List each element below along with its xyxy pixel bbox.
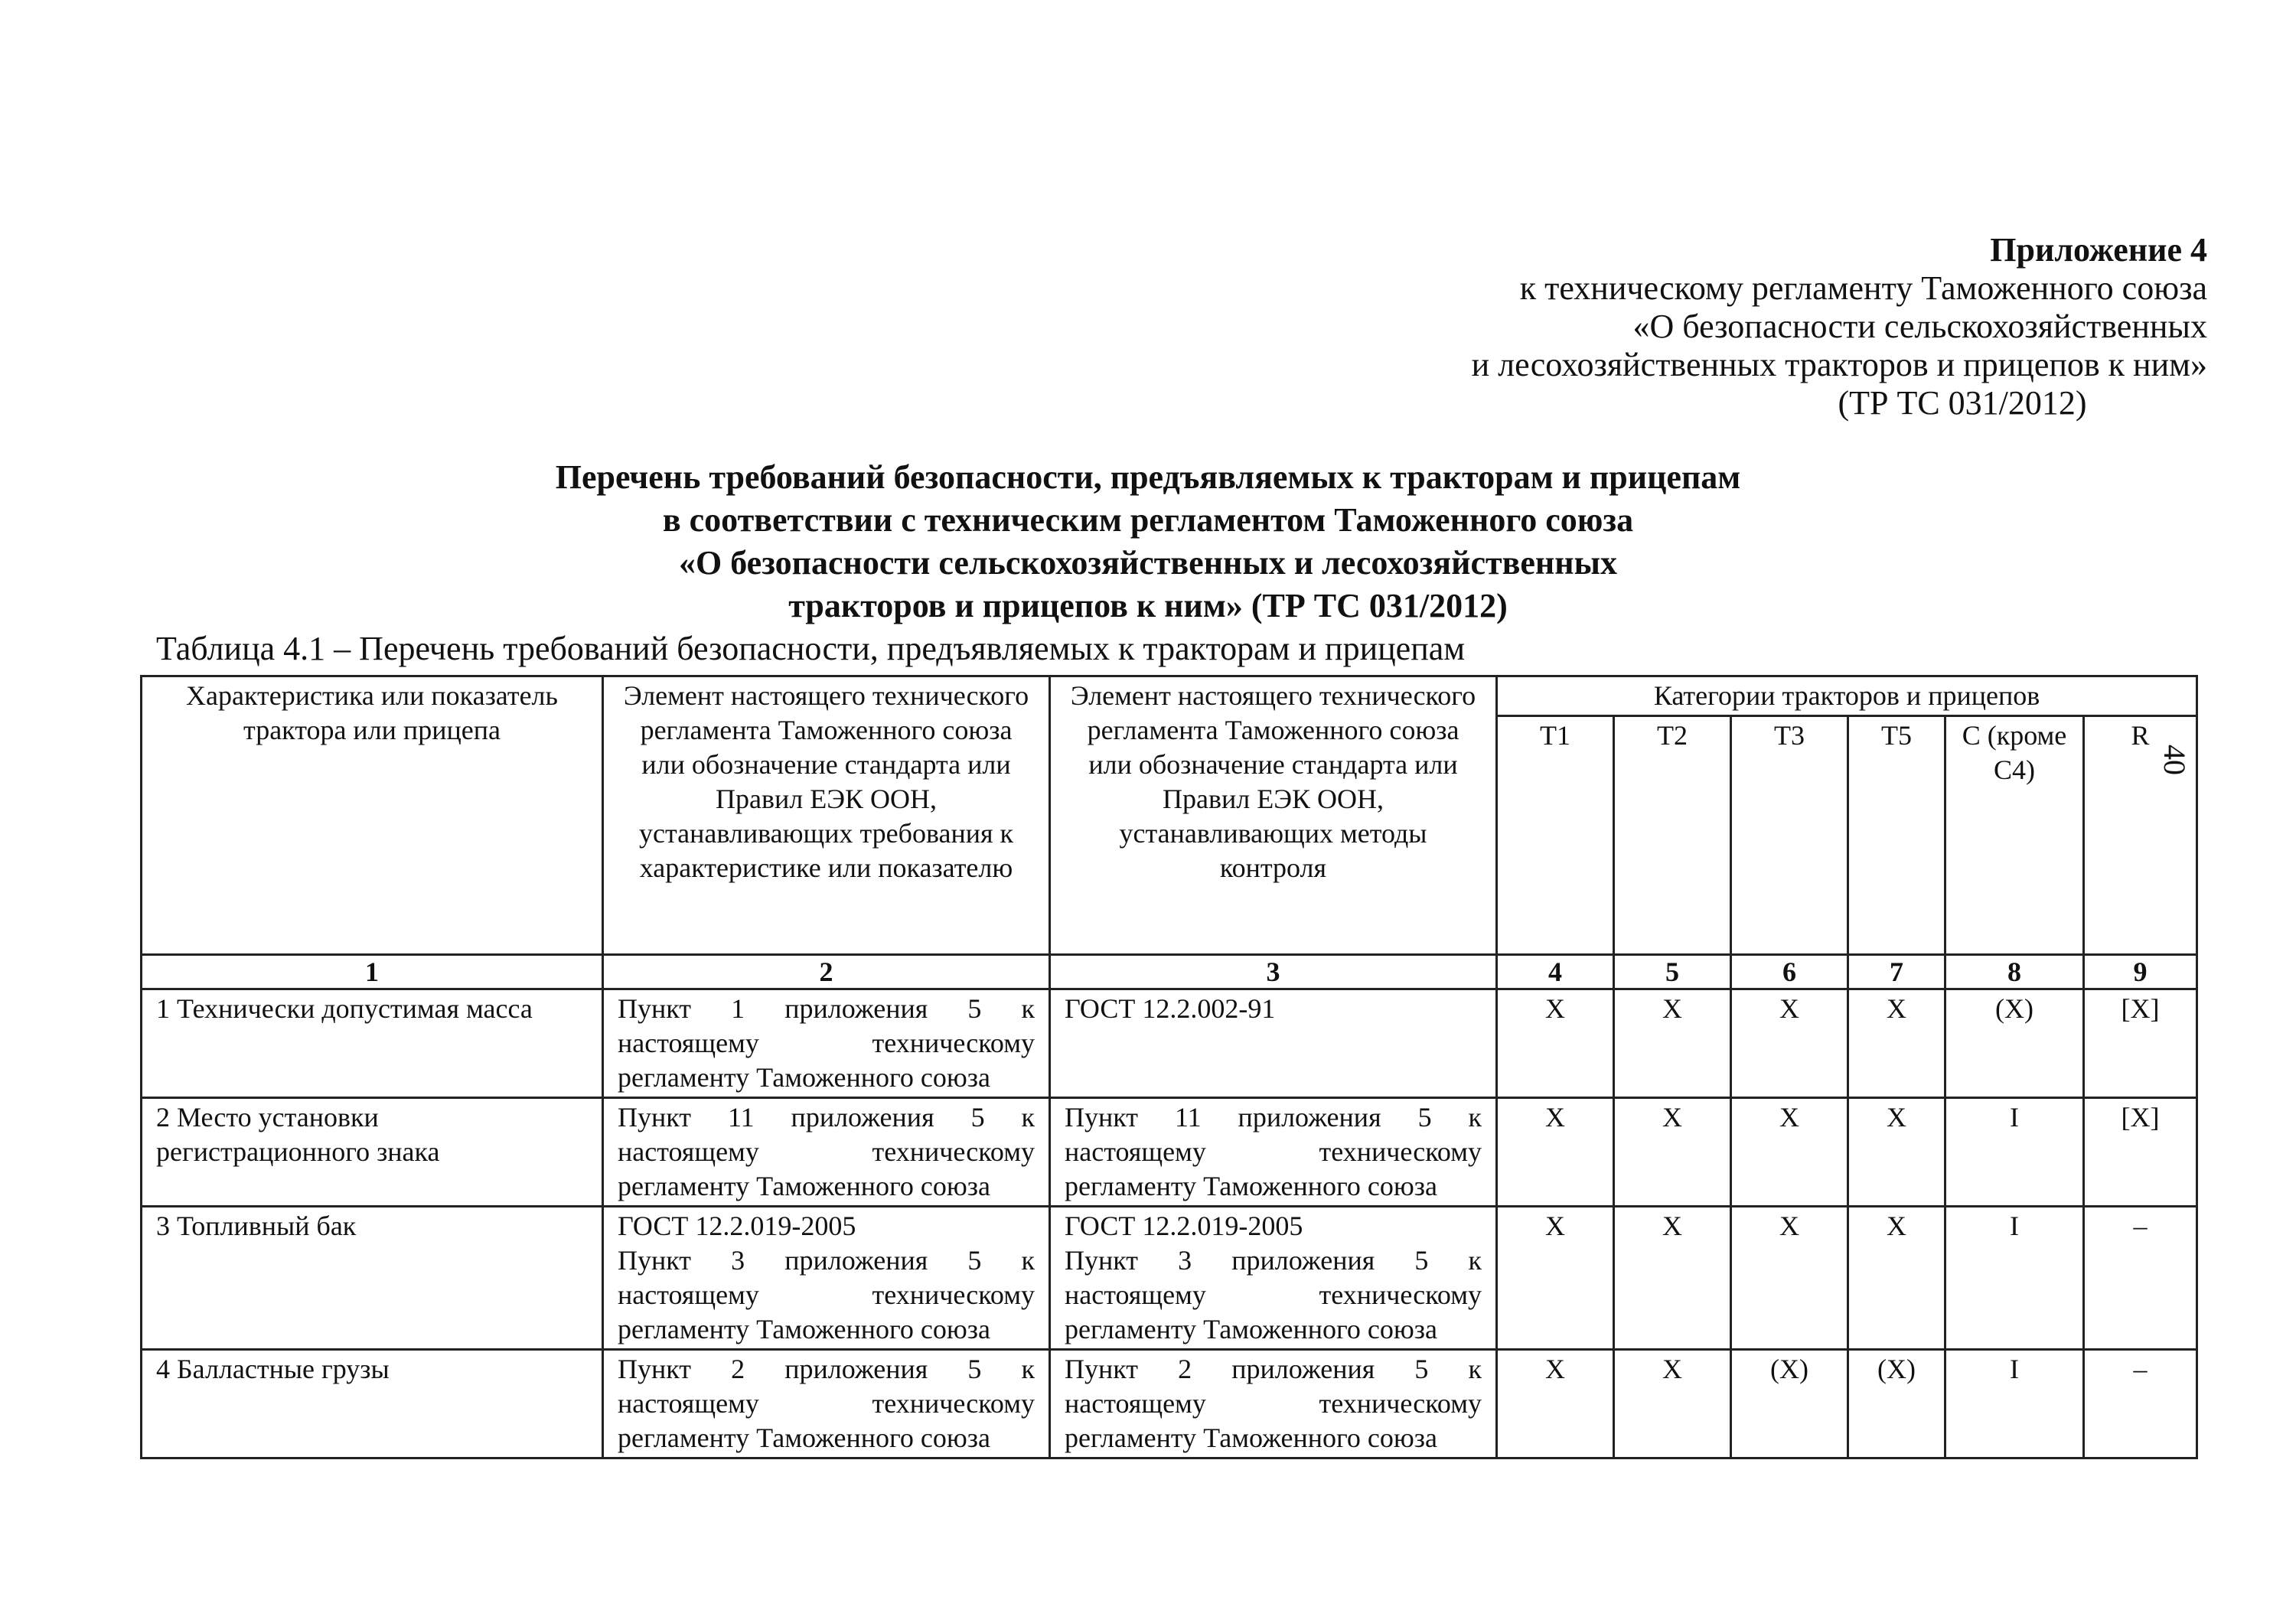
- row-category-c: (Х): [1945, 989, 2084, 1098]
- row-category-t2: Х: [1614, 1350, 1731, 1458]
- row-requirement: [603, 1350, 1050, 1458]
- header-control-method-element: Элемент настоящего технического регламента Таможенного союза или обозначение стандарта или Правил ЕЭК ООН, устанавливающих методы контроля: [1050, 676, 1497, 955]
- header-category-t3: Т3: [1731, 716, 1848, 955]
- column-number: 5: [1614, 955, 1731, 989]
- header-category-c: С (кроме С4): [1945, 716, 2084, 955]
- row-category-t3: Х: [1731, 1207, 1848, 1350]
- row-category-t2: Х: [1614, 1098, 1731, 1207]
- row-category-r: [Х]: [2084, 989, 2197, 1098]
- header-categories: Категории тракторов и прицепов: [1497, 676, 2197, 716]
- header-category-t2: Т2: [1614, 716, 1731, 955]
- document-title: [0, 456, 2296, 627]
- annex-header: [1136, 231, 2207, 422]
- table-row: [142, 1098, 2197, 1207]
- row-category-t3: Х: [1731, 1098, 1848, 1207]
- header-category-r: R: [2084, 716, 2197, 955]
- title-line: в соответствии с техническим регламентом Таможенного союза: [662, 501, 1634, 539]
- control-text: регламенту Таможенного союза: [1065, 1314, 1437, 1344]
- control-text: Пункт 3 приложения 5 к настоящему техническому: [1065, 1245, 1482, 1310]
- row-category-c: I: [1945, 1098, 2084, 1207]
- annex-regulation-code: (ТР ТС 031/2012): [1838, 384, 2087, 422]
- requirement-text: Пункт 3 приложения 5 к настоящему техническому: [618, 1245, 1035, 1310]
- requirement-text: Пункт 2 приложения 5 к настоящему техническому: [618, 1354, 1035, 1419]
- control-text: регламенту Таможенного союза: [1065, 1423, 1437, 1453]
- table-caption: Таблица 4.1 – Перечень требований безопасности, предъявляемых к тракторам и прицепам: [156, 630, 1466, 667]
- annex-number: Приложение 4: [1990, 231, 2207, 269]
- title-line: Перечень требований безопасности, предъявляемых к тракторам и прицепам: [555, 458, 1741, 496]
- row-control-method: ГОСТ 12.2.002-91: [1050, 989, 1497, 1098]
- row-characteristic: 4 Балластные грузы: [142, 1350, 603, 1458]
- annex-line: и лесохозяйственных тракторов и прицепов к ним»: [1471, 346, 2207, 383]
- row-characteristic: 3 Топливный бак: [142, 1207, 603, 1350]
- row-characteristic: 2 Место установки регистрационного знака: [142, 1098, 603, 1207]
- row-category-c: I: [1945, 1207, 2084, 1350]
- row-category-t1: Х: [1497, 1098, 1614, 1207]
- header-category-t1: Т1: [1497, 716, 1614, 955]
- table-row: [142, 1350, 2197, 1458]
- row-category-r: [Х]: [2084, 1098, 2197, 1207]
- row-control-method: [1050, 1350, 1497, 1458]
- row-category-t3: (Х): [1731, 1350, 1848, 1458]
- row-requirement: [603, 1207, 1050, 1350]
- page-number: 40: [2157, 745, 2192, 775]
- row-control-method: [1050, 1207, 1497, 1350]
- column-number: 3: [1050, 955, 1497, 989]
- control-text: Пункт 11 приложения 5 к настоящему техническому: [1065, 1102, 1482, 1167]
- control-text: регламенту Таможенного союза: [1065, 1171, 1437, 1201]
- annex-line: к техническому регламенту Таможенного союза: [1519, 269, 2207, 307]
- row-category-c: I: [1945, 1350, 2084, 1458]
- column-number: 8: [1945, 955, 2084, 989]
- row-category-r: –: [2084, 1350, 2197, 1458]
- row-category-t1: Х: [1497, 989, 1614, 1098]
- control-text: Пункт 2 приложения 5 к настоящему техническому: [1065, 1354, 1482, 1419]
- requirement-text: регламенту Таможенного союза: [618, 1423, 990, 1453]
- row-category-t1: Х: [1497, 1350, 1614, 1458]
- requirement-text: регламенту Таможенного союза: [618, 1062, 990, 1093]
- control-standard: ГОСТ 12.2.019-2005: [1065, 1211, 1303, 1241]
- column-number: 1: [142, 955, 603, 989]
- row-category-t5: Х: [1848, 989, 1945, 1098]
- row-category-t1: Х: [1497, 1207, 1614, 1350]
- column-number: 2: [603, 955, 1050, 989]
- row-category-t2: Х: [1614, 989, 1731, 1098]
- header-row: [142, 676, 2197, 716]
- title-line: тракторов и прицепов к ним» (ТР ТС 031/2012): [788, 587, 1508, 624]
- column-number-row: [142, 955, 2197, 989]
- row-requirement: [603, 989, 1050, 1098]
- header-requirement-element: Элемент настоящего технического регламента Таможенного союза или обозначение стандарта или Правил ЕЭК ООН, устанавливающих требования к характеристике или показателю: [603, 676, 1050, 955]
- row-category-t5: Х: [1848, 1207, 1945, 1350]
- row-control-method: [1050, 1098, 1497, 1207]
- row-category-t5: (Х): [1848, 1350, 1945, 1458]
- row-category-t3: Х: [1731, 989, 1848, 1098]
- column-number: 7: [1848, 955, 1945, 989]
- requirement-standard: ГОСТ 12.2.019-2005: [618, 1211, 856, 1241]
- table-row: [142, 989, 2197, 1098]
- column-number: 9: [2084, 955, 2197, 989]
- header-characteristic: Характеристика или показатель трактора или прицепа: [142, 676, 603, 955]
- requirement-text: регламенту Таможенного союза: [618, 1171, 990, 1201]
- table-row: [142, 1207, 2197, 1350]
- header-category-t5: Т5: [1848, 716, 1945, 955]
- column-number: 6: [1731, 955, 1848, 989]
- row-category-t5: Х: [1848, 1098, 1945, 1207]
- row-category-t2: Х: [1614, 1207, 1731, 1350]
- requirements-table: [140, 675, 2198, 1459]
- row-characteristic: 1 Технически допустимая масса: [142, 989, 603, 1098]
- requirement-text: Пункт 1 приложения 5 к настоящему техническому: [618, 993, 1035, 1058]
- title-line: «О безопасности сельскохозяйственных и лесохозяйственных: [679, 544, 1617, 582]
- requirement-text: регламенту Таможенного союза: [618, 1314, 990, 1344]
- annex-line: «О безопасности сельскохозяйственных: [1632, 308, 2207, 345]
- requirement-text: Пункт 11 приложения 5 к настоящему техническому: [618, 1102, 1035, 1167]
- row-category-r: –: [2084, 1207, 2197, 1350]
- column-number: 4: [1497, 955, 1614, 989]
- row-requirement: [603, 1098, 1050, 1207]
